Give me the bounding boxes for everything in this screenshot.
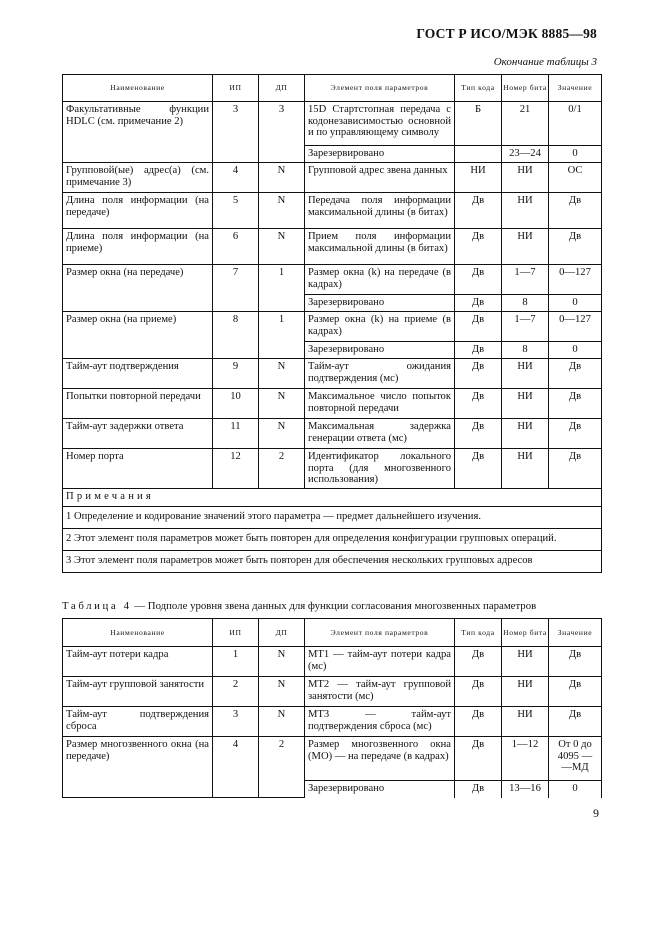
note-2: 2 Этот элемент поля параметров может быть повторен для определения конфигурации групповых операций. — [63, 528, 602, 550]
table-row — [63, 737, 602, 781]
value-cell: Дв — [549, 359, 602, 389]
ip-cell: 4 — [213, 737, 259, 798]
bit-number-cell: НИ — [502, 163, 549, 193]
bit-number-cell: 1—7 — [502, 265, 549, 295]
col-header-value: Значение — [549, 75, 602, 102]
table-3-notes — [63, 488, 602, 572]
col-header-ip: ИП — [213, 75, 259, 102]
bit-number-cell: НИ — [502, 193, 549, 229]
page-number: 9 — [593, 806, 599, 820]
code-type-cell: Дв — [455, 647, 502, 677]
table-continuation-label: Окончание таблицы 3 — [493, 56, 597, 68]
dp-cell: 2 — [259, 737, 305, 798]
param-element-cell: MT1 — тайм-аут потери кадра (мс) — [305, 647, 455, 677]
param-element-cell: Идентификатор локального порта (для многозвенного использования) — [305, 449, 455, 489]
table-row — [63, 677, 602, 707]
document-header: ГОСТ Р ИСО/МЭК 8885—98 — [416, 26, 597, 41]
dp-cell: N — [259, 359, 305, 389]
ip-cell: 3 — [213, 707, 259, 737]
bit-number-cell: НИ — [502, 389, 549, 419]
bit-number-cell: НИ — [502, 707, 549, 737]
table-row — [63, 193, 602, 229]
code-type-cell: Дв — [455, 295, 502, 312]
param-name-cell: Попытки повторной передачи — [63, 389, 213, 419]
param-element-cell: Зарезервировано — [305, 295, 455, 312]
ip-cell: 5 — [213, 193, 259, 229]
col-header-code-type: Тип кода — [455, 75, 502, 102]
table-3-header — [63, 75, 602, 102]
ip-cell: 3 — [213, 102, 259, 163]
param-element-cell: Прием поля информации максимальной длины (в битах) — [305, 229, 455, 265]
table-row — [63, 707, 602, 737]
bit-number-cell: НИ — [502, 449, 549, 489]
value-cell: 0/1 — [549, 102, 602, 146]
bit-number-cell: 8 — [502, 295, 549, 312]
note-3: 3 Этот элемент поля параметров может быть повторен для обеспечения нескольких групповых адресов — [63, 550, 602, 572]
col-header-value: Значение — [549, 619, 602, 647]
value-cell: От 0 до 4095 — —МД — [549, 737, 602, 781]
value-cell: Дв — [549, 707, 602, 737]
param-element-cell: Зарезервировано — [305, 781, 455, 798]
bit-number-cell: 8 — [502, 342, 549, 359]
code-type-cell — [455, 146, 502, 163]
code-type-cell: Дв — [455, 707, 502, 737]
table-row — [63, 102, 602, 146]
param-name-cell: Тайм-аут подтверждения сброса — [63, 707, 213, 737]
col-header-ip: ИП — [213, 619, 259, 647]
col-header-bit-number: Номер бита — [502, 619, 549, 647]
code-type-cell: Дв — [455, 359, 502, 389]
dp-cell: 1 — [259, 312, 305, 359]
table-row — [63, 265, 602, 295]
ip-cell: 12 — [213, 449, 259, 489]
note-1: 1 Определение и кодирование значений этого параметра — предмет дальнейшего изучения. — [63, 506, 602, 528]
param-element-cell: MT3 — тайм-аут подтверждения сброса (мс) — [305, 707, 455, 737]
param-element-cell: 15D Стартстопная передача с кодонезависимостью основной и по управляющему символу — [305, 102, 455, 146]
param-element-cell: MT2 — тайм-аут групповой занятости (мс) — [305, 677, 455, 707]
table-4-header — [63, 619, 602, 647]
table-row — [63, 312, 602, 342]
param-name-cell: Длина поля информации (на приеме) — [63, 229, 213, 265]
code-type-cell: Дв — [455, 419, 502, 449]
col-header-element: Элемент поля параметров — [305, 619, 455, 647]
code-type-cell: Дв — [455, 312, 502, 342]
code-type-cell: Дв — [455, 737, 502, 781]
bit-number-cell: НИ — [502, 677, 549, 707]
table-row — [63, 647, 602, 677]
dp-cell: 1 — [259, 265, 305, 312]
param-element-cell: Максимальная задержка генерации ответа (мс) — [305, 419, 455, 449]
ip-cell: 1 — [213, 647, 259, 677]
value-cell: ОС — [549, 163, 602, 193]
param-name-cell: Длина поля информации (на передаче) — [63, 193, 213, 229]
param-element-cell: Размер окна (k) на приеме (в кадрах) — [305, 312, 455, 342]
col-header-name: Наименование — [63, 619, 213, 647]
ip-cell: 9 — [213, 359, 259, 389]
param-element-cell: Размер многозвенного окна (МО) — на передаче (в кадрах) — [305, 737, 455, 781]
param-name-cell: Тайм-аут потери кадра — [63, 647, 213, 677]
dp-cell: N — [259, 647, 305, 677]
table-row — [63, 359, 602, 389]
table-row — [63, 229, 602, 265]
value-cell: Дв — [549, 419, 602, 449]
code-type-cell: Дв — [455, 781, 502, 798]
value-cell: Дв — [549, 193, 602, 229]
param-element-cell: Передача поля информации максимальной длины (в битах) — [305, 193, 455, 229]
bit-number-cell: НИ — [502, 229, 549, 265]
bit-number-cell: НИ — [502, 647, 549, 677]
code-type-cell: Дв — [455, 342, 502, 359]
code-type-cell: Дв — [455, 265, 502, 295]
bit-number-cell: НИ — [502, 359, 549, 389]
value-cell: 0 — [549, 146, 602, 163]
dp-cell: N — [259, 707, 305, 737]
value-cell: 0 — [549, 781, 602, 798]
param-name-cell: Размер окна (на приеме) — [63, 312, 213, 359]
ip-cell: 11 — [213, 419, 259, 449]
param-name-cell: Размер многозвенного окна (на передаче) — [63, 737, 213, 798]
dp-cell: 2 — [259, 449, 305, 489]
notes-title: Примечания — [63, 488, 602, 506]
bit-number-cell: 21 — [502, 102, 549, 146]
value-cell: Дв — [549, 449, 602, 489]
table-row — [63, 449, 602, 489]
param-name-cell: Размер окна (на передаче) — [63, 265, 213, 312]
code-type-cell: Дв — [455, 389, 502, 419]
code-type-cell: Дв — [455, 193, 502, 229]
dp-cell: N — [259, 419, 305, 449]
param-name-cell: Тайм-аут подтверждения — [63, 359, 213, 389]
param-element-cell: Максимальное число попыток повторной передачи — [305, 389, 455, 419]
value-cell: 0 — [549, 342, 602, 359]
ip-cell: 6 — [213, 229, 259, 265]
dp-cell: 3 — [259, 102, 305, 163]
bit-number-cell: 1—12 — [502, 737, 549, 781]
ip-cell: 10 — [213, 389, 259, 419]
value-cell: 0—127 — [549, 265, 602, 295]
col-header-dp: ДП — [259, 619, 305, 647]
param-name-cell: Тайм-аут задержки ответа — [63, 419, 213, 449]
value-cell: Дв — [549, 229, 602, 265]
bit-number-cell: 13—16 — [502, 781, 549, 798]
dp-cell: N — [259, 389, 305, 419]
param-element-cell: Тайм-аут ожидания подтверждения (мс) — [305, 359, 455, 389]
param-element-cell: Зарезервировано — [305, 146, 455, 163]
code-type-cell: Дв — [455, 449, 502, 489]
dp-cell: N — [259, 677, 305, 707]
bit-number-cell: 23—24 — [502, 146, 549, 163]
table-4-body — [63, 647, 602, 798]
value-cell: 0 — [549, 295, 602, 312]
code-type-cell: НИ — [455, 163, 502, 193]
param-name-cell: Тайм-аут групповой занятости — [63, 677, 213, 707]
table-4 — [62, 618, 602, 798]
param-element-cell: Групповой адрес звена данных — [305, 163, 455, 193]
code-type-cell: Дв — [455, 677, 502, 707]
code-type-cell: Дв — [455, 229, 502, 265]
table-row — [63, 389, 602, 419]
value-cell: Дв — [549, 647, 602, 677]
ip-cell: 2 — [213, 677, 259, 707]
dp-cell: N — [259, 163, 305, 193]
col-header-dp: ДП — [259, 75, 305, 102]
ip-cell: 7 — [213, 265, 259, 312]
table-row — [63, 419, 602, 449]
bit-number-cell: НИ — [502, 419, 549, 449]
param-name-cell: Групповой(ые) адрес(а) (см. примечание 3) — [63, 163, 213, 193]
ip-cell: 8 — [213, 312, 259, 359]
param-element-cell: Зарезервировано — [305, 342, 455, 359]
ip-cell: 4 — [213, 163, 259, 193]
bit-number-cell: 1—7 — [502, 312, 549, 342]
col-header-code-type: Тип кода — [455, 619, 502, 647]
table-3 — [62, 74, 602, 573]
dp-cell: N — [259, 229, 305, 265]
value-cell: Дв — [549, 389, 602, 419]
table-row — [63, 163, 602, 193]
dp-cell: N — [259, 193, 305, 229]
table-4-caption — [62, 600, 536, 612]
col-header-name: Наименование — [63, 75, 213, 102]
value-cell: 0—127 — [549, 312, 602, 342]
col-header-element: Элемент поля параметров — [305, 75, 455, 102]
table-4-caption-text: — Подполе уровня звена данных для функции согласования многозвенных параметров — [131, 600, 537, 612]
value-cell: Дв — [549, 677, 602, 707]
table-3-body — [63, 102, 602, 489]
param-name-cell: Факультативные функции HDLC (см. примечание 2) — [63, 102, 213, 163]
param-name-cell: Номер порта — [63, 449, 213, 489]
param-element-cell: Размер окна (k) на передаче (в кадрах) — [305, 265, 455, 295]
code-type-cell: Б — [455, 102, 502, 146]
col-header-bit-number: Номер бита — [502, 75, 549, 102]
table-4-caption-label: Таблица 4 — [62, 600, 132, 612]
